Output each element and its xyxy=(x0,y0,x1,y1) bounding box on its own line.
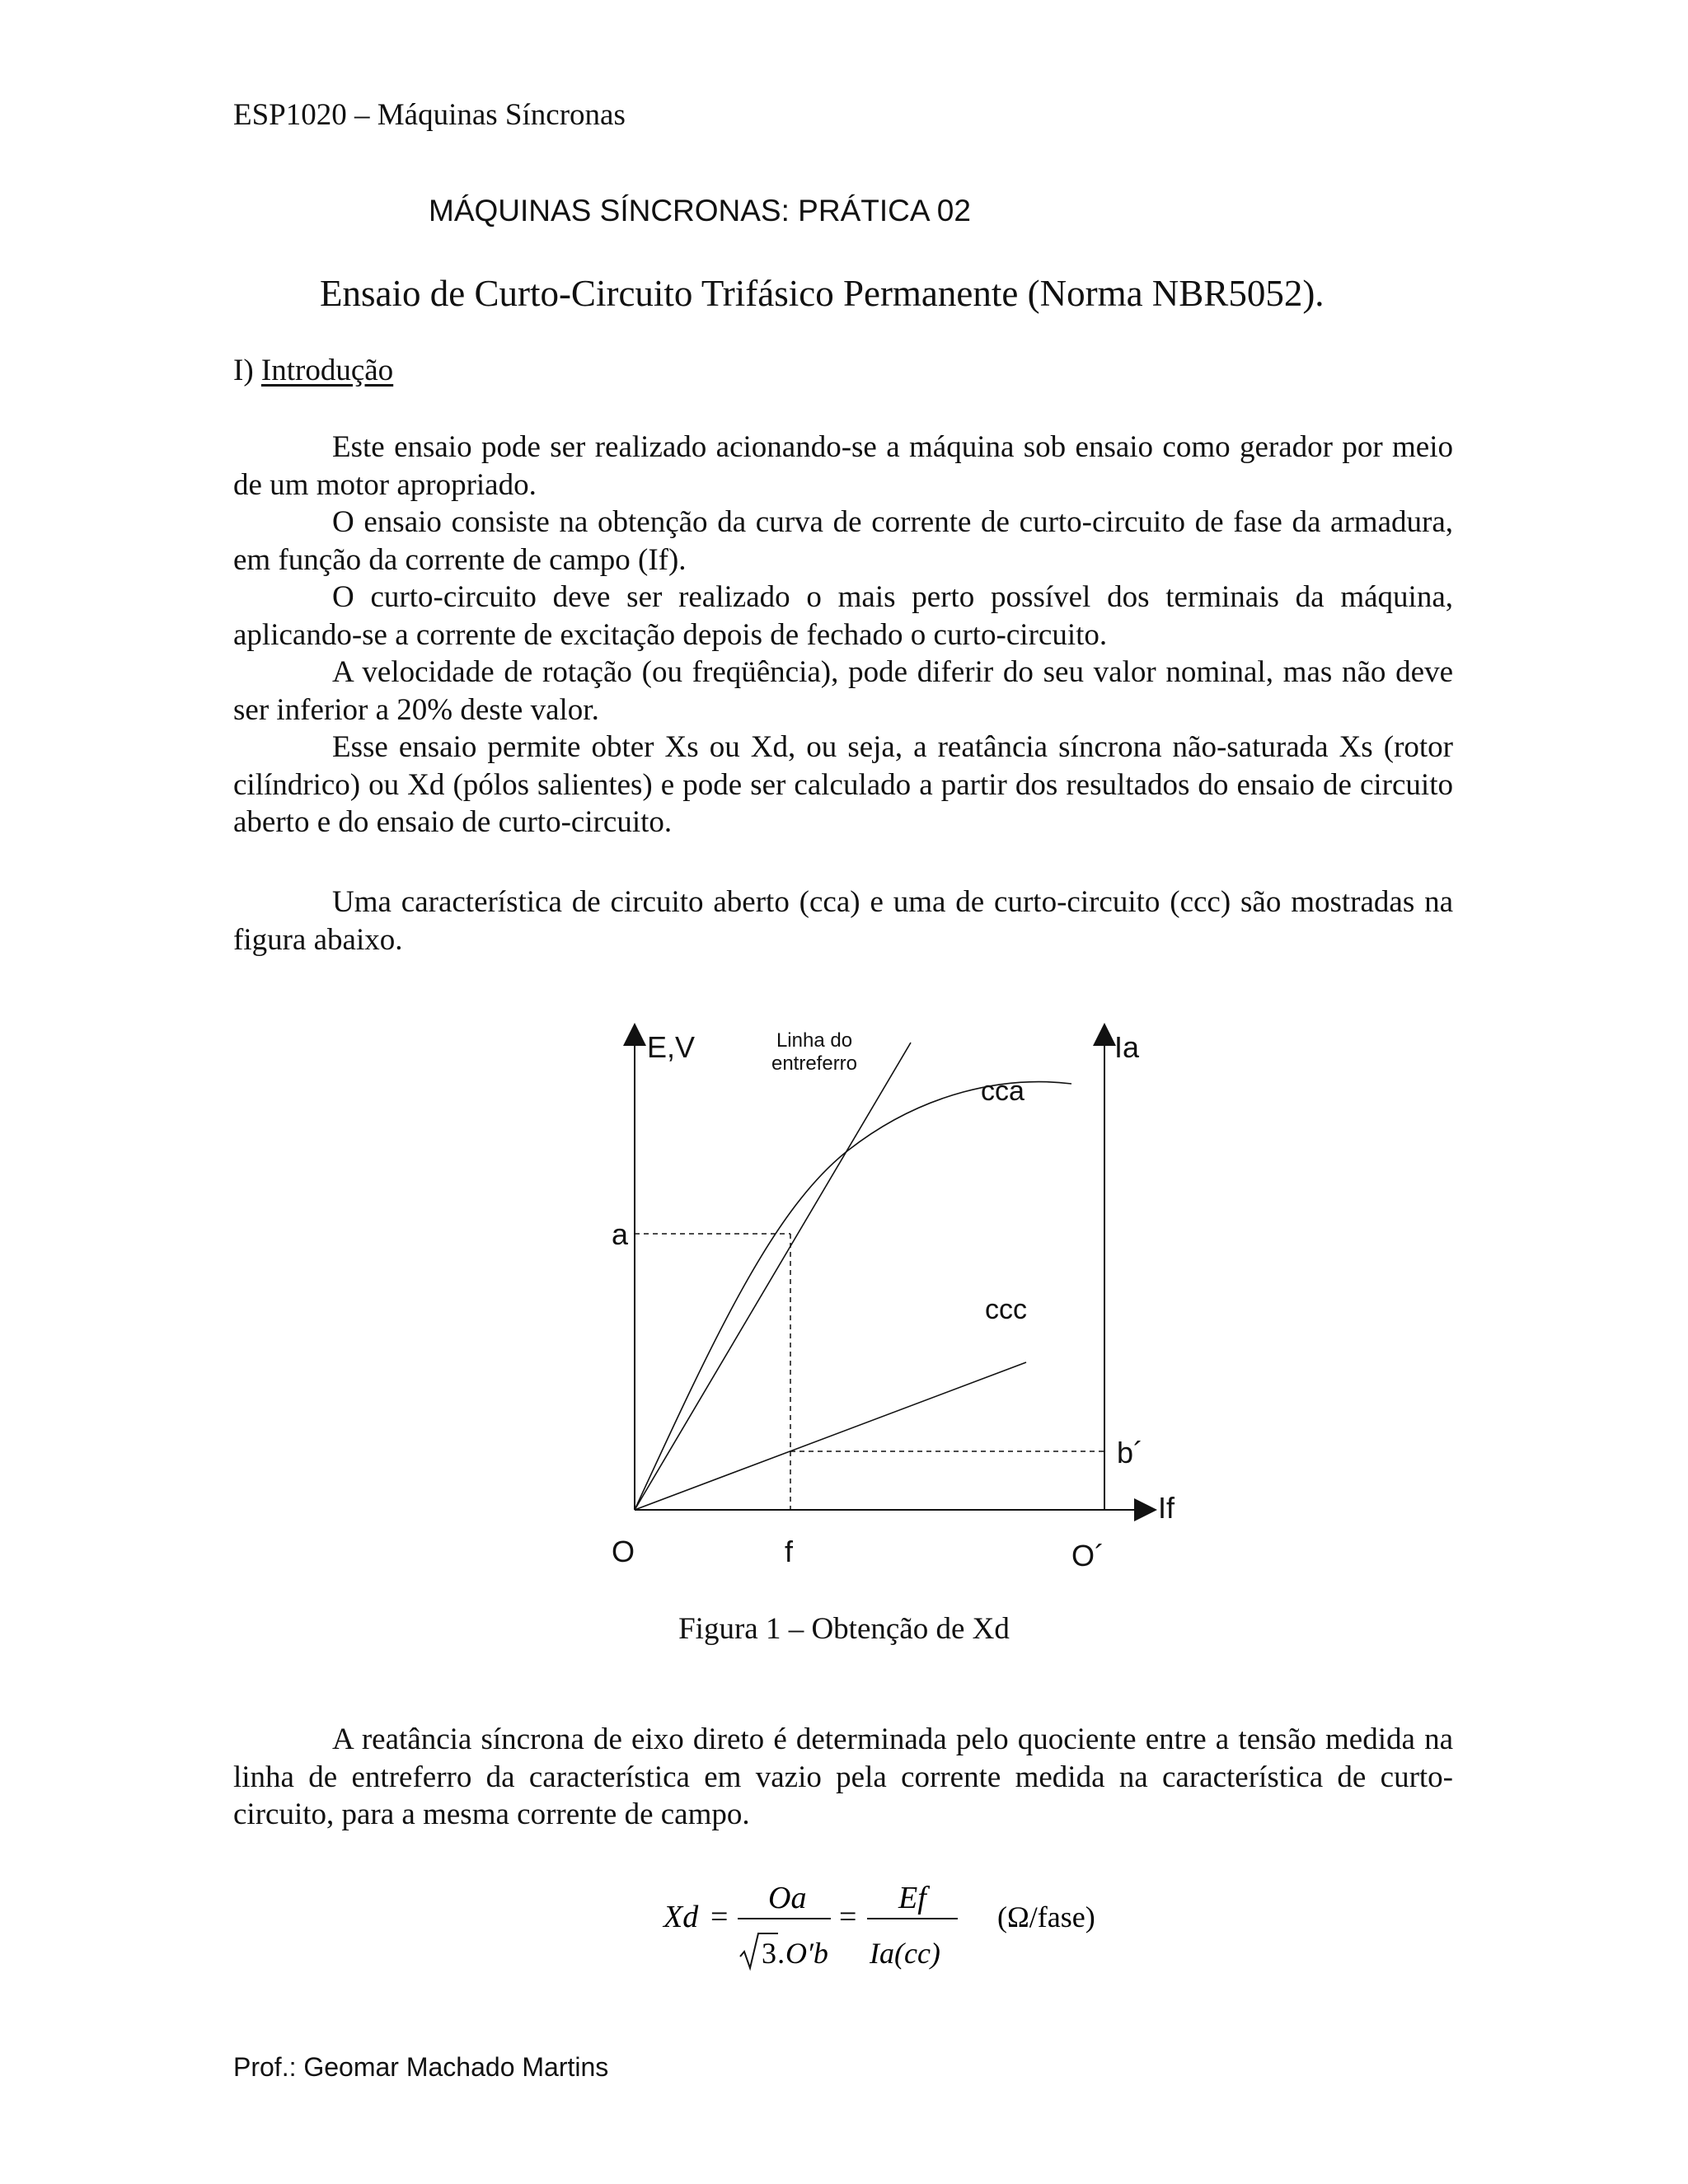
b-prime-label: b´ xyxy=(1117,1436,1144,1469)
paragraph: O ensaio consiste na obtenção da curva de corrente de curto-circuito de fase da armadura, em função da corrente de campo (If). xyxy=(233,505,1453,577)
formula-sqrt-arg: 3 xyxy=(762,1937,776,1970)
page-header: ESP1020 – Máquinas Síncronas xyxy=(233,98,626,132)
formula-den-iacc: Ia(cc) xyxy=(870,1937,940,1970)
paragraph: Este ensaio pode ser realizado acionando-se a máquina sob ensaio como gerador por meio de um motor apropriado. xyxy=(233,430,1453,502)
ev-axis-label: E,V xyxy=(647,1030,696,1064)
cca-label: cca xyxy=(981,1076,1025,1107)
test-title: Ensaio de Curto-Circuito Trifásico Permanente (Norma NBR5052). xyxy=(320,273,1325,314)
airgap-label-line2: entreferro xyxy=(771,1052,858,1075)
f-label: f xyxy=(785,1535,794,1568)
formula-unit: (Ω/fase) xyxy=(997,1900,1095,1933)
figure-caption: Figura 1 – Obtenção de Xd xyxy=(678,1612,1010,1646)
o-prime-label: O´ xyxy=(1071,1539,1104,1572)
reactance-paragraph xyxy=(233,1721,1453,1834)
formula-num-oa: Oa xyxy=(768,1881,807,1915)
formula-den-ob: .O′b xyxy=(778,1937,828,1970)
paragraph: A reatância síncrona de eixo direto é determinada pelo quociente entre a tensão medida na linha de entreferro da característica em vazio pela corrente medida na característica de curto-circuito, para a mesma corrente de campo. xyxy=(233,1722,1453,1831)
footer-author: Prof.: Geomar Machado Martins xyxy=(233,2052,609,2082)
ccc-label: ccc xyxy=(985,1294,1027,1325)
section-title: Introdução xyxy=(260,354,394,387)
paragraph: A velocidade de rotação (ou freqüência), pode diferir do seu valor nominal, mas não deve ser inferior a 20% deste valor. xyxy=(233,655,1453,727)
paragraph: Esse ensaio permite obter Xs ou Xd, ou seja, a reatância síncrona não-saturada Xs (rotor cilíndrico) ou Xd (pólos salientes) e pode ser calculado a partir dos resultados do ensaio de circuito aberto e do ensaio de curto-circuito. xyxy=(233,730,1453,839)
airgap-line xyxy=(635,1043,911,1510)
if-axis-label: If xyxy=(1158,1491,1175,1525)
xd-figure xyxy=(577,1018,1203,1595)
section-number: I) xyxy=(233,354,261,387)
formula-equals-1: = xyxy=(710,1900,729,1934)
airgap-label-line1: Linha do xyxy=(776,1029,853,1052)
figure-intro-paragraph xyxy=(233,883,1453,958)
origin-label: O xyxy=(612,1535,635,1568)
intro-paragraphs xyxy=(233,429,1453,841)
formula-num-ef: Ef xyxy=(898,1881,926,1915)
a-label: a xyxy=(612,1217,629,1251)
formula-equals-2: = xyxy=(839,1900,857,1934)
ia-axis-label: Ia xyxy=(1114,1030,1140,1064)
section-heading xyxy=(233,353,393,388)
paragraph: Uma característica de circuito aberto (cca) e uma de curto-circuito (ccc) são mostradas na figura abaixo. xyxy=(233,885,1453,957)
formula-lhs: Xd xyxy=(663,1900,699,1934)
practice-title: MÁQUINAS SÍNCRONAS: PRÁTICA 02 xyxy=(429,194,971,227)
xd-formula xyxy=(659,1871,1154,1978)
paragraph: O curto-circuito deve ser realizado o mais perto possível dos terminais da máquina, aplicando-se a corrente de excitação depois de fechado o curto-circuito. xyxy=(233,580,1453,652)
